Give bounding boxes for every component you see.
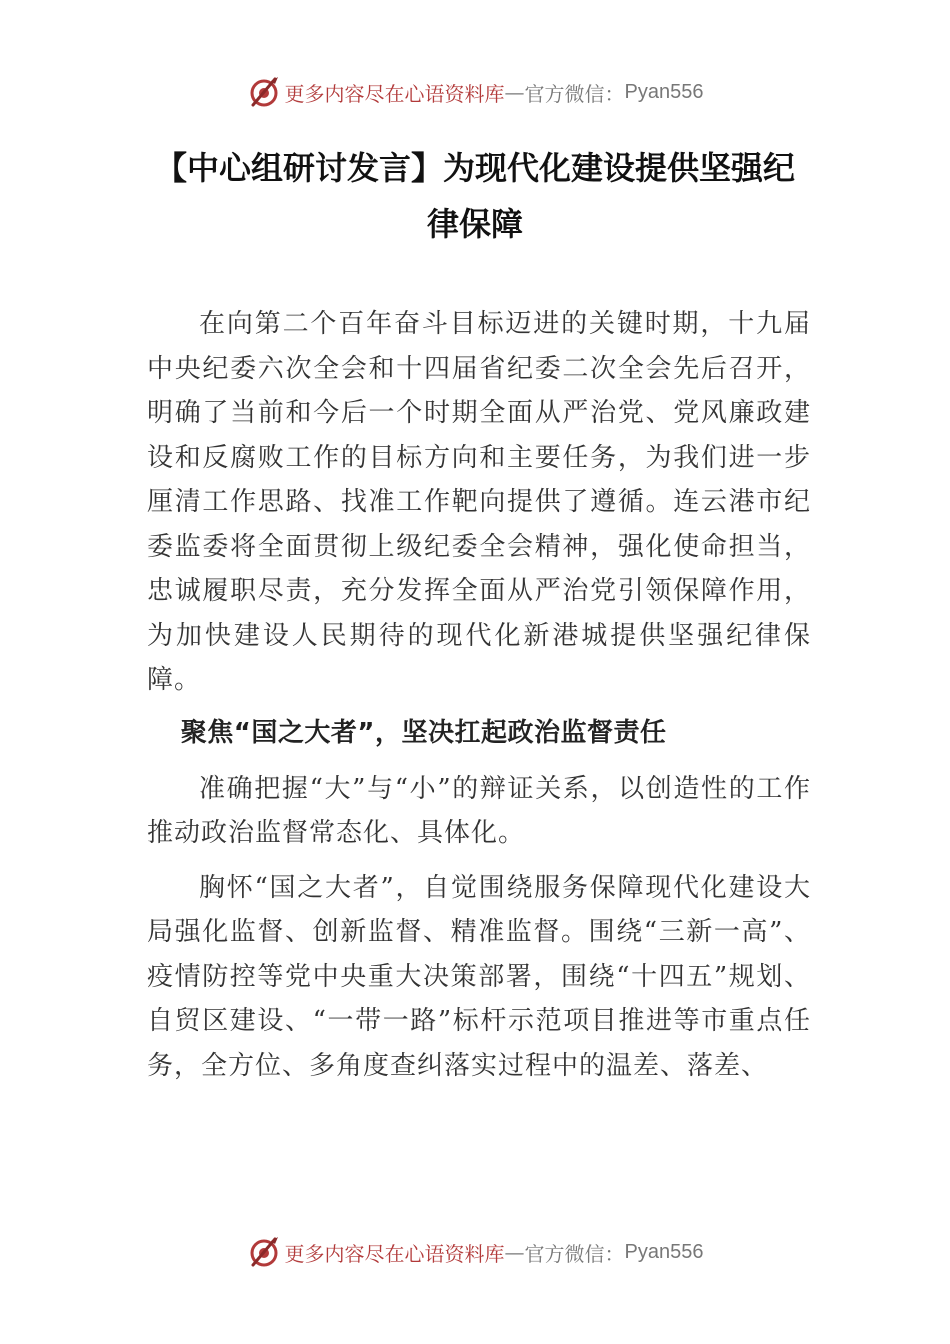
section-paragraph-2: 胸怀“国之大者”，自觉围绕服务保障现代化建设大局强化监督、创新监督、精准监督。围绕“三新一高”、疫情防控等党中央重大决策部署，围绕“十四五”规划、自贸区建设、“一带一路”标杆示范项目推进等市重点任务，全方位、多角度查纠落实过程中的温差、落差、 [147, 872, 811, 1081]
banner-separator: — [504, 1240, 525, 1264]
quill-circle-logo-icon [247, 1235, 281, 1269]
section-paragraph-1: 准确把握“大”与“小”的辩证关系，以创造性的工作推动政治监督常态化、具体化。 [147, 773, 811, 848]
document-title: 【中心组研讨发言】为现代化建设提供坚强纪律保障 [154, 149, 795, 243]
header-banner [0, 72, 950, 112]
footer-banner [0, 1232, 950, 1272]
banner-wechat-id: Pyan556 [624, 80, 704, 103]
banner-separator: — [504, 80, 525, 104]
quill-circle-logo-icon [247, 75, 281, 109]
banner-wechat-label: 官方微信： [524, 81, 625, 106]
banner-main-text: 更多内容尽在心语资料库 [284, 81, 505, 106]
section-heading: 聚焦“国之大者”，坚决扛起政治监督责任 [180, 717, 667, 748]
banner-wechat-id: Pyan556 [624, 1240, 704, 1263]
banner-wechat-label: 官方微信： [524, 1241, 625, 1266]
intro-paragraph: 在向第二个百年奋斗目标迈进的关键时期，十九届中央纪委六次全会和十四届省纪委二次全会先后召开，明确了当前和今后一个时期全面从严治党、党风廉政建设和反腐败工作的目标方向和主要任务，为我们进一步厘清工作思路、找准工作靶向提供了遵循。连云港市纪委监委将全面贯彻上级纪委全会精神，强化使命担当，忠诚履职尽责，充分发挥全面从严治党引领保障作用，为加快建设人民期待的现代化新港城提供坚强纪律保障。 [147, 309, 811, 695]
banner-main-text: 更多内容尽在心语资料库 [284, 1241, 505, 1266]
document-body [147, 302, 811, 1088]
